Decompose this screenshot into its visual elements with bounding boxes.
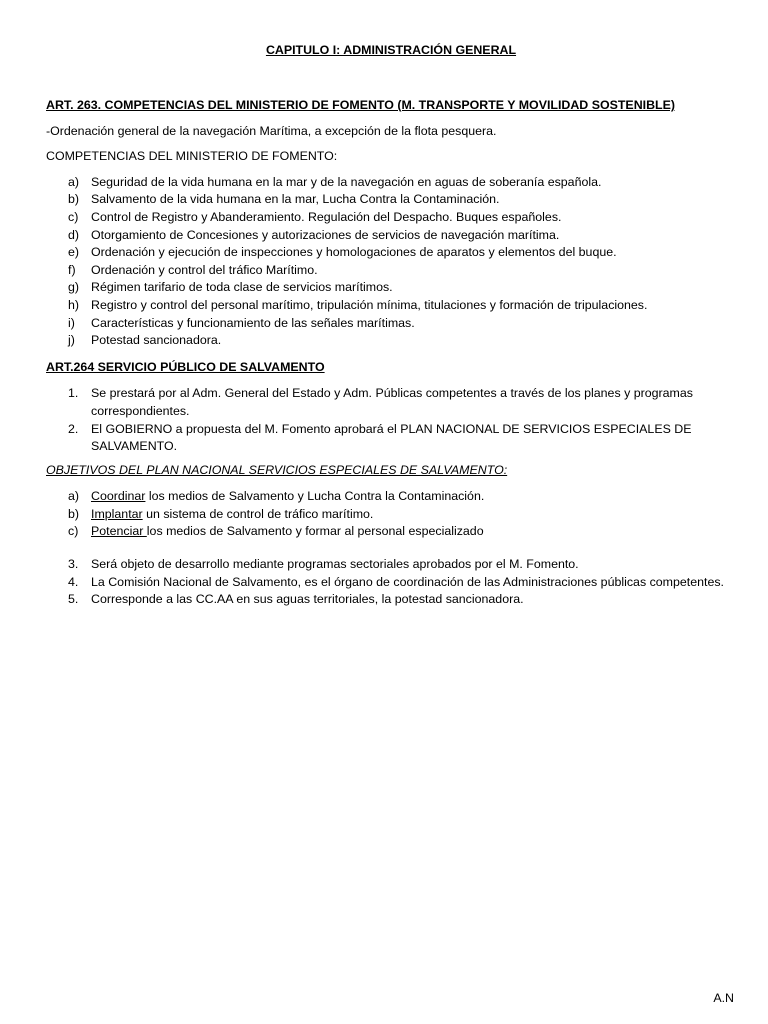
document-body xyxy=(46,97,736,609)
document-page xyxy=(46,0,736,1024)
list-item: d) Otorgamiento de Concesiones y autorizaciones de servicios de navegación marítima. xyxy=(68,227,560,242)
art263-subheading: COMPETENCIAS DEL MINISTERIO DE FOMENTO: xyxy=(46,149,338,164)
list-item: e) Ordenación y ejecución de inspecciones y homologaciones de aparatos y elementos del buque. xyxy=(68,245,617,260)
list-item: i) Características y funcionamiento de las señales marítimas. xyxy=(68,315,415,330)
art264-heading: ART.264 SERVICIO PÚBLICO DE SALVAMENTO xyxy=(46,359,325,374)
list-item: j) Potestad sancionadora. xyxy=(68,333,222,348)
chapter-title: CAPITULO I: ADMINISTRACIÓN GENERAL xyxy=(265,43,517,57)
list-item: g) Régimen tarifario de toda clase de servicios marítimos. xyxy=(68,280,393,295)
objective-keyword: Potenciar xyxy=(91,524,147,539)
list-item: 1. Se prestará por al Adm. General del Estado y Adm. Públicas competentes a través de los planes y programas correspondientes. xyxy=(68,386,693,418)
list-item: 5. Corresponde a las CC.AA en sus aguas territoriales, la potestad sancionadora. xyxy=(68,592,524,607)
art263-competencias-list xyxy=(46,174,736,350)
list-item: 2. El GOBIERNO a propuesta del M. Fomento aprobará el PLAN NACIONAL DE SERVICIOS ESPECIALES DE SALVAMENTO. xyxy=(68,421,692,454)
list-item: b) Implantar un sistema de control de tráfico marítimo. xyxy=(68,506,374,521)
art264-list xyxy=(46,385,736,455)
list-item: c) Control de Registro y Abanderamiento. Regulación del Despacho. Buques españoles. xyxy=(68,209,562,224)
list-item: h) Registro y control del personal marítimo, tripulación mínima, titulaciones y formación de tripulaciones. xyxy=(68,297,648,312)
list-item: a) Seguridad de la vida humana en la mar y de la navegación en aguas de soberanía española. xyxy=(68,174,602,189)
art263-intro: -Ordenación general de la navegación Marítima, a excepción de la flota pesquera. xyxy=(46,123,497,138)
art263-heading: ART. 263. COMPETENCIAS DEL MINISTERIO DE FOMENTO (M. TRANSPORTE Y MOVILIDAD SOSTENIBLE) xyxy=(46,98,675,112)
objective-keyword: Coordinar xyxy=(91,489,146,504)
list-item: b) Salvamento de la vida humana en la mar, Lucha Contra la Contaminación. xyxy=(68,192,500,207)
list-item: 4. La Comisión Nacional de Salvamento, es el órgano de coordinación de las Administraciones públicas competentes. xyxy=(68,574,724,589)
art264-more-list xyxy=(46,556,736,609)
objective-keyword: Implantar xyxy=(91,506,143,521)
objectives-heading: OBJETIVOS DEL PLAN NACIONAL SERVICIOS ESPECIALES DE SALVAMENTO: xyxy=(46,462,508,477)
list-item: f) Ordenación y control del tráfico Marítimo. xyxy=(68,262,318,277)
list-item: 3. Será objeto de desarrollo mediante programas sectoriales aprobados por el M. Fomento. xyxy=(68,557,579,572)
footer-initials: A.N xyxy=(713,991,734,1005)
list-item: c) Potenciar los medios de Salvamento y formar al personal especializado xyxy=(68,524,484,539)
list-item: a) Coordinar los medios de Salvamento y Lucha Contra la Contaminación. xyxy=(68,489,485,504)
objectives-list xyxy=(46,488,736,541)
